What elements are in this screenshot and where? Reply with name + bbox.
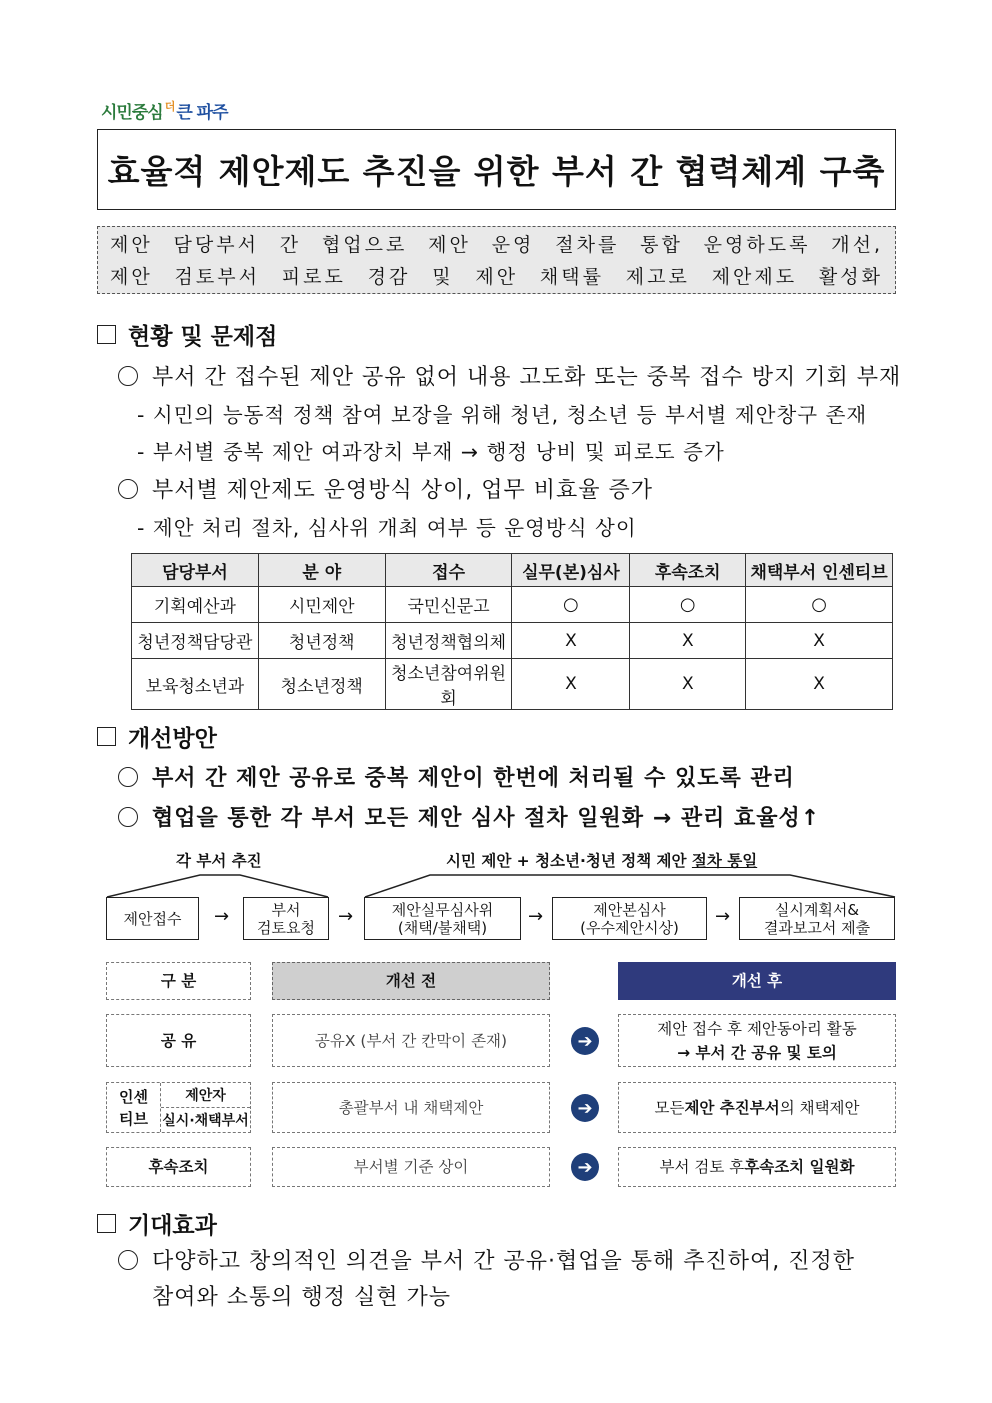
flow-arrow: → — [715, 906, 731, 927]
table-cell: X — [630, 623, 746, 659]
compare-after-cell — [618, 1147, 896, 1187]
section-heading-effects — [97, 1207, 217, 1240]
table-cell: 보육청소년과 — [132, 659, 259, 710]
flow-step-2 — [243, 897, 329, 940]
compare-after-cell — [618, 1082, 896, 1133]
bullet-item — [118, 1244, 855, 1275]
section-heading-text: 기대효과 — [128, 1213, 217, 1239]
table-cell: 시민제안 — [258, 587, 385, 623]
flow-label-right-a: 시민 제안 + 청소년·청년 정책 제안 — [446, 852, 692, 870]
table-cell: X — [512, 623, 630, 659]
flow-step-5 — [739, 897, 895, 940]
table-header: 후속조치 — [630, 554, 746, 587]
table-cell: 청소년정책 — [258, 659, 385, 710]
table-cell: 국민신문고 — [385, 587, 512, 623]
compare-before-cell: 공유X (부서 간 칸막이 존재) — [272, 1014, 550, 1067]
flow-step-text: 결과보고서 제출 — [763, 918, 871, 937]
table-cell: X — [746, 623, 893, 659]
flow-step-4 — [552, 897, 707, 940]
summary-line-2: 제안 검토부서 피로도 경감 및 제안 채택률 제고로 제안제도 활성화 — [110, 266, 883, 288]
sub-item: - 부서별 중복 제안 여과장치 부재 → 행정 낭비 및 피로도 증가 — [137, 440, 725, 464]
table-header: 접수 — [385, 554, 512, 587]
compare-after-bold: 제안 추진부서 — [684, 1098, 780, 1117]
flow-step-1 — [106, 897, 199, 940]
page-title: 효율적 제안제도 추진을 위한 부서 간 협력체계 구축 — [97, 129, 896, 210]
table-cell: X — [512, 659, 630, 710]
table-cell: 청소년참여위원회 — [385, 659, 512, 710]
compare-after-cell — [618, 1014, 896, 1067]
compare-after-pre: 부서 검토 후 — [659, 1158, 745, 1176]
compare-row-label: 후속조치 — [106, 1147, 251, 1187]
logo-part1: 시민중심 — [101, 103, 163, 123]
table-cell: X — [746, 659, 893, 710]
table-header: 담당부서 — [132, 554, 259, 587]
table-header: 실무(본)심사 — [512, 554, 630, 587]
bullet-text: 부서별 제안제도 운영방식 상이, 업무 비효율 증가 — [152, 478, 653, 503]
incentive-label-line2: 티브 — [119, 1109, 148, 1128]
flow-step-text: 실시계획서& — [774, 900, 860, 919]
table-cell: 청년정책협의체 — [385, 623, 512, 659]
compare-after-pre: 모든 — [654, 1098, 685, 1117]
flow-label-left: 각 부서 추진 — [176, 852, 262, 870]
table-header: 채택부서 인센티브 — [746, 554, 893, 587]
flow-step-text: 제안접수 — [123, 909, 182, 928]
sub-item: - 제안 처리 절차, 심사위 개최 여부 등 운영방식 상이 — [137, 516, 637, 540]
bullet-text: 협업을 통한 각 부서 모든 제안 심사 절차 일원화 → 관리 효율성↑ — [152, 806, 821, 831]
table-cell: ○ — [630, 587, 746, 623]
flow-arrow: → — [528, 906, 544, 927]
compare-before-cell: 부서별 기준 상이 — [272, 1147, 550, 1187]
arrow-right-circle-icon: ➔ — [571, 1027, 599, 1055]
circle-bullet-icon — [118, 1250, 138, 1270]
incentive-label — [107, 1083, 161, 1132]
flow-step-text: 제안실무심사위 — [391, 900, 494, 919]
flow-step-text: 제안본심사 — [593, 900, 666, 919]
logo-part3: 큰 파주 — [176, 103, 228, 123]
table-cell: ○ — [512, 587, 630, 623]
compare-header-label: 구 분 — [106, 962, 251, 1000]
compare-after-bold: 후속조치 일원화 — [744, 1158, 855, 1176]
bullet-continuation: 참여와 소통의 행정 실현 가능 — [152, 1285, 451, 1310]
logo-part2: 더 — [164, 100, 175, 113]
table-cell: ○ — [746, 587, 893, 623]
incentive-sub-label-1: 제안자 — [161, 1083, 250, 1108]
arrow-right-circle-icon: ➔ — [571, 1094, 599, 1122]
summary-line-1: 제안 담당부서 간 협업으로 제안 운영 절차를 통합 운영하도록 개선, — [110, 234, 883, 256]
flow-step-text: (채택/불채택) — [397, 918, 488, 937]
bullet-text: 다양하고 창의적인 의견을 부서 간 공유·협업을 통해 추진하여, 진정한 — [152, 1249, 855, 1274]
incentive-label-line1: 인센 — [119, 1087, 148, 1106]
table-cell: X — [630, 659, 746, 710]
flow-step-3 — [364, 897, 521, 940]
table-header: 분 야 — [258, 554, 385, 587]
compare-after-line2: → 부서 간 공유 및 토의 — [677, 1043, 837, 1062]
compare-after-line1: 제안 접수 후 제안동아리 활동 — [657, 1019, 857, 1038]
incentive-sub-label-2: 실시·채택부서 — [162, 1112, 249, 1129]
sub-item: - 시민의 능동적 정책 참여 보장을 위해 청년, 청소년 등 부서별 제안창구 존재 — [137, 403, 868, 427]
flow-arrow: → — [214, 906, 230, 927]
flow-step-text: 검토요청 — [257, 918, 315, 937]
flow-step-text: 부서 — [271, 900, 301, 919]
flow-arrow: → — [338, 906, 354, 927]
flow-label-right-b: 절차 통일 — [691, 852, 758, 870]
table-cell: 기획예산과 — [132, 587, 259, 623]
compare-row-label-incentive — [106, 1082, 251, 1133]
bullet-text: 부서 간 제안 공유로 중복 제안이 한번에 처리될 수 있도록 관리 — [152, 766, 795, 791]
table-cell: 청년정책담당관 — [132, 623, 259, 659]
bullet-text: 부서 간 접수된 제안 공유 없어 내용 고도화 또는 중복 접수 방지 기회 부재 — [152, 365, 902, 390]
compare-row-label: 공 유 — [106, 1014, 251, 1067]
arrow-right-circle-icon: ➔ — [571, 1153, 599, 1181]
compare-header-after: 개선 후 — [618, 962, 896, 1000]
section-heading-text: 개선방안 — [128, 726, 217, 752]
flow-step-text: (우수제안시상) — [580, 918, 679, 937]
compare-before-cell: 총괄부서 내 채택제안 — [272, 1082, 550, 1133]
compare-header-before: 개선 전 — [272, 962, 550, 1000]
section-heading-text: 현황 및 문제점 — [128, 324, 278, 350]
square-bullet-icon — [97, 1214, 116, 1233]
compare-after-post: 의 채택제안 — [779, 1098, 860, 1117]
table-cell: 청년정책 — [258, 623, 385, 659]
